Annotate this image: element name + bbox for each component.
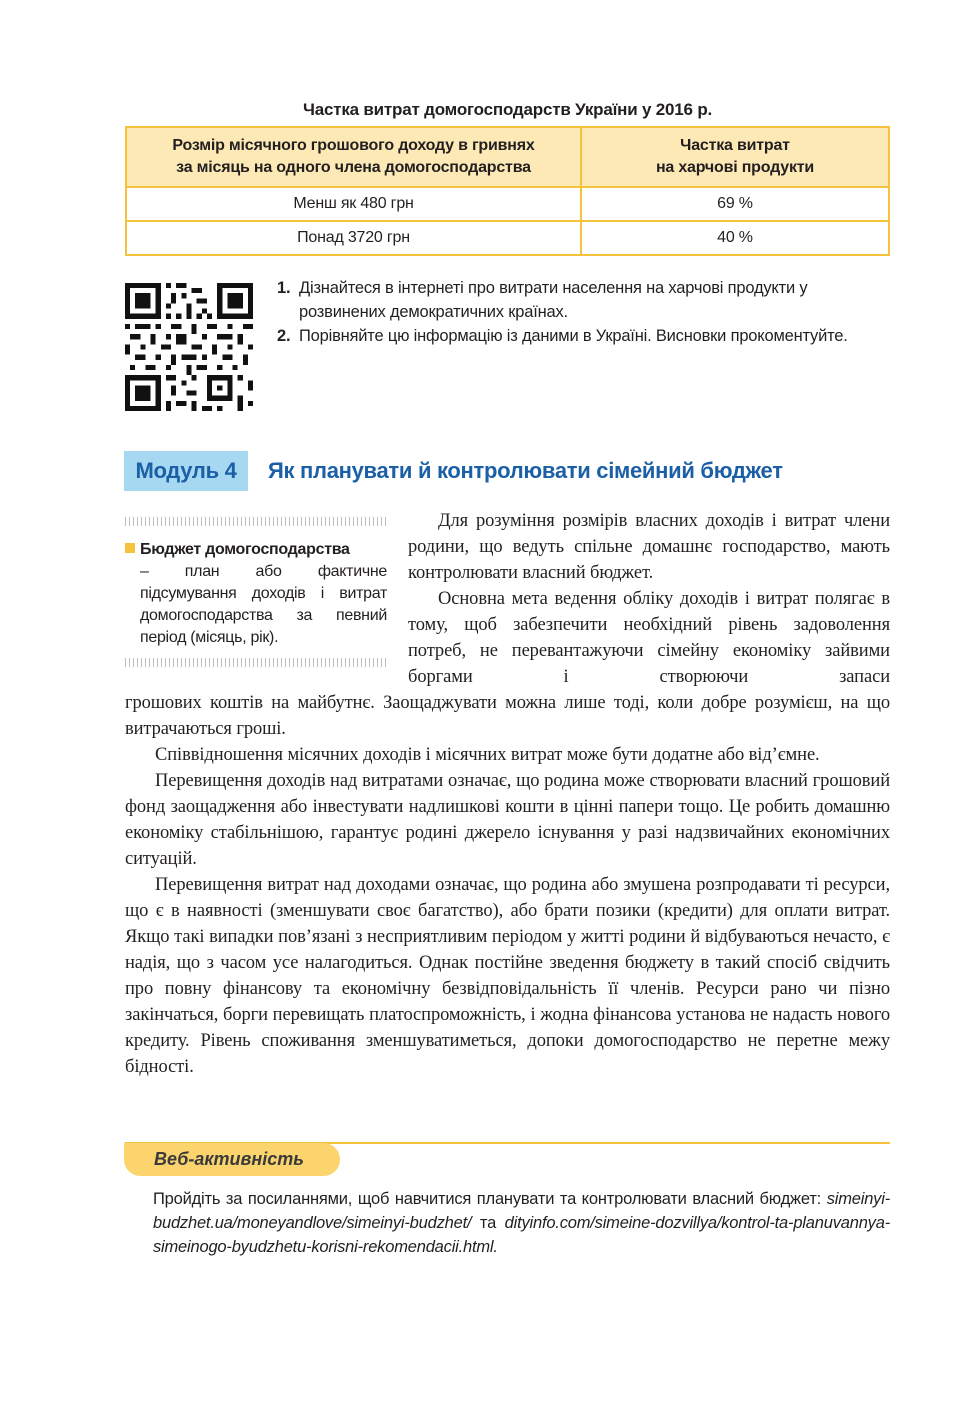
definition-term: Бюджет домогосподарства	[140, 541, 350, 558]
body-text-main	[125, 690, 890, 1080]
expenses-table	[125, 126, 890, 256]
task-text: Порівняйте цю інформацію із даними в Україні. Висновки прокоментуйте.	[299, 327, 848, 345]
table-cell: Понад 3720 грн	[126, 221, 581, 255]
web-activity-label: Веб-активність	[154, 1149, 304, 1169]
web-activity-badge	[124, 1143, 340, 1176]
task-number: 2.	[277, 327, 291, 345]
paragraph-continuation: грошових коштів на майбутнє. Заощаджувати можна лише тоді, коли добре розумієш, на що витрачаються гроші.	[125, 693, 890, 739]
task-text: Дізнайтеся в інтернеті про витрати населення на харчові продукти у розвинених демократичних країнах.	[299, 279, 808, 321]
web-link-1[interactable]: simeinyi-budzhet.ua/moneyandlove/simeinyi-budzhet/	[153, 1190, 890, 1232]
paragraph: Перевищення витрат над доходами означає, що родина або змушена розпродавати ті ресурси, що є в наявності (зменшувати своє багатство), або брати позики (кредити) для оплати витрат. Якщо такі випадки пов’язані з несприятливим періодом у житті родини й відбуваються нечасто, є надія, що з часом усе налагодиться. Однак постійне зведення бюджету в такий спосіб свідчить про повну фінансову та економічну безвідповідальність її членів. Ресурси рано чи пізно закінчаться, борги перевищать платоспроможність, і жодна фінансова установа не надасть нового кредиту. Рівень споживання зменшуватиметься, допоки домогосподарство не перетне межу бідності.	[125, 875, 890, 1077]
task-list	[277, 276, 892, 348]
paragraph: Основна мета ведення обліку доходів і витрат полягає в тому, щоб забезпечити необхідний рівень задоволення потреб, не перевантажуючи сімейну економіку зайвими боргами і створюючи запаси	[408, 589, 890, 687]
paragraph: Співвідношення місячних доходів і місячних витрат може бути додатне або від’ємне.	[155, 745, 820, 765]
module-title: Як планувати й контролювати сімейний бюджет	[268, 458, 783, 483]
task-number: 1.	[277, 279, 291, 297]
definition-divider-bottom	[125, 658, 387, 667]
module-badge	[124, 451, 248, 491]
qr-code[interactable]	[125, 283, 253, 411]
table-header-share: Частка витрат на харчові продукти	[581, 127, 889, 187]
paragraph: Перевищення доходів над витратами означає, що родина може створювати власний грошовий фонд заощадження або інвестувати надлишкові кошти в цінні папери тощо. Це робить домашню економіку стабільнішою, гарантує родині джерело існування у разі надзвичайних економічних ситуацій.	[125, 771, 890, 869]
definition-box	[125, 539, 387, 649]
body-column-right	[408, 508, 890, 690]
table-cell: 69 %	[581, 187, 889, 221]
table-row	[126, 221, 889, 255]
table-row	[126, 187, 889, 221]
table-cell: 40 %	[581, 221, 889, 255]
definition-text: – план або фактичне підсумування доходів і витрат домогосподарства за певний період (місяць, рік).	[140, 563, 387, 646]
table-header-row	[126, 127, 889, 187]
module-badge-label: Модуль 4	[135, 458, 237, 483]
table-title: Частка витрат домогосподарств України у 2016 р.	[302, 100, 713, 119]
table-header-income: Розмір місячного грошового доходу в гривнях за місяць на одного члена домогосподарства	[126, 127, 581, 187]
table-cell: Менш як 480 грн	[126, 187, 581, 221]
task-item	[277, 276, 892, 324]
bullet-square-icon	[125, 543, 135, 553]
task-item	[277, 324, 892, 348]
web-link-2[interactable]: dityinfo.com/simeine-dozvillya/kontrol-ta-planuvannya-simeinogo-byudzhetu-korisni-rekomendacii.html.	[153, 1214, 891, 1256]
definition-divider-top	[125, 517, 387, 526]
paragraph: Для розуміння розмірів власних доходів і витрат члени родини, що ведуть спільне домашнє господарство, мають контролювати власний бюджет.	[408, 511, 890, 583]
web-activity-text: Пройдіть за посиланнями, щоб навчитися планувати та контролювати власний бюджет: simeinyi-budzhet.ua/moneyandlove/simeinyi-budzhet/ та dityinfo.com/simeine-dozvillya/kontrol-ta-planuvannya-simeinogo-byudzhetu-korisni-rekomendacii.html.	[153, 1190, 891, 1256]
